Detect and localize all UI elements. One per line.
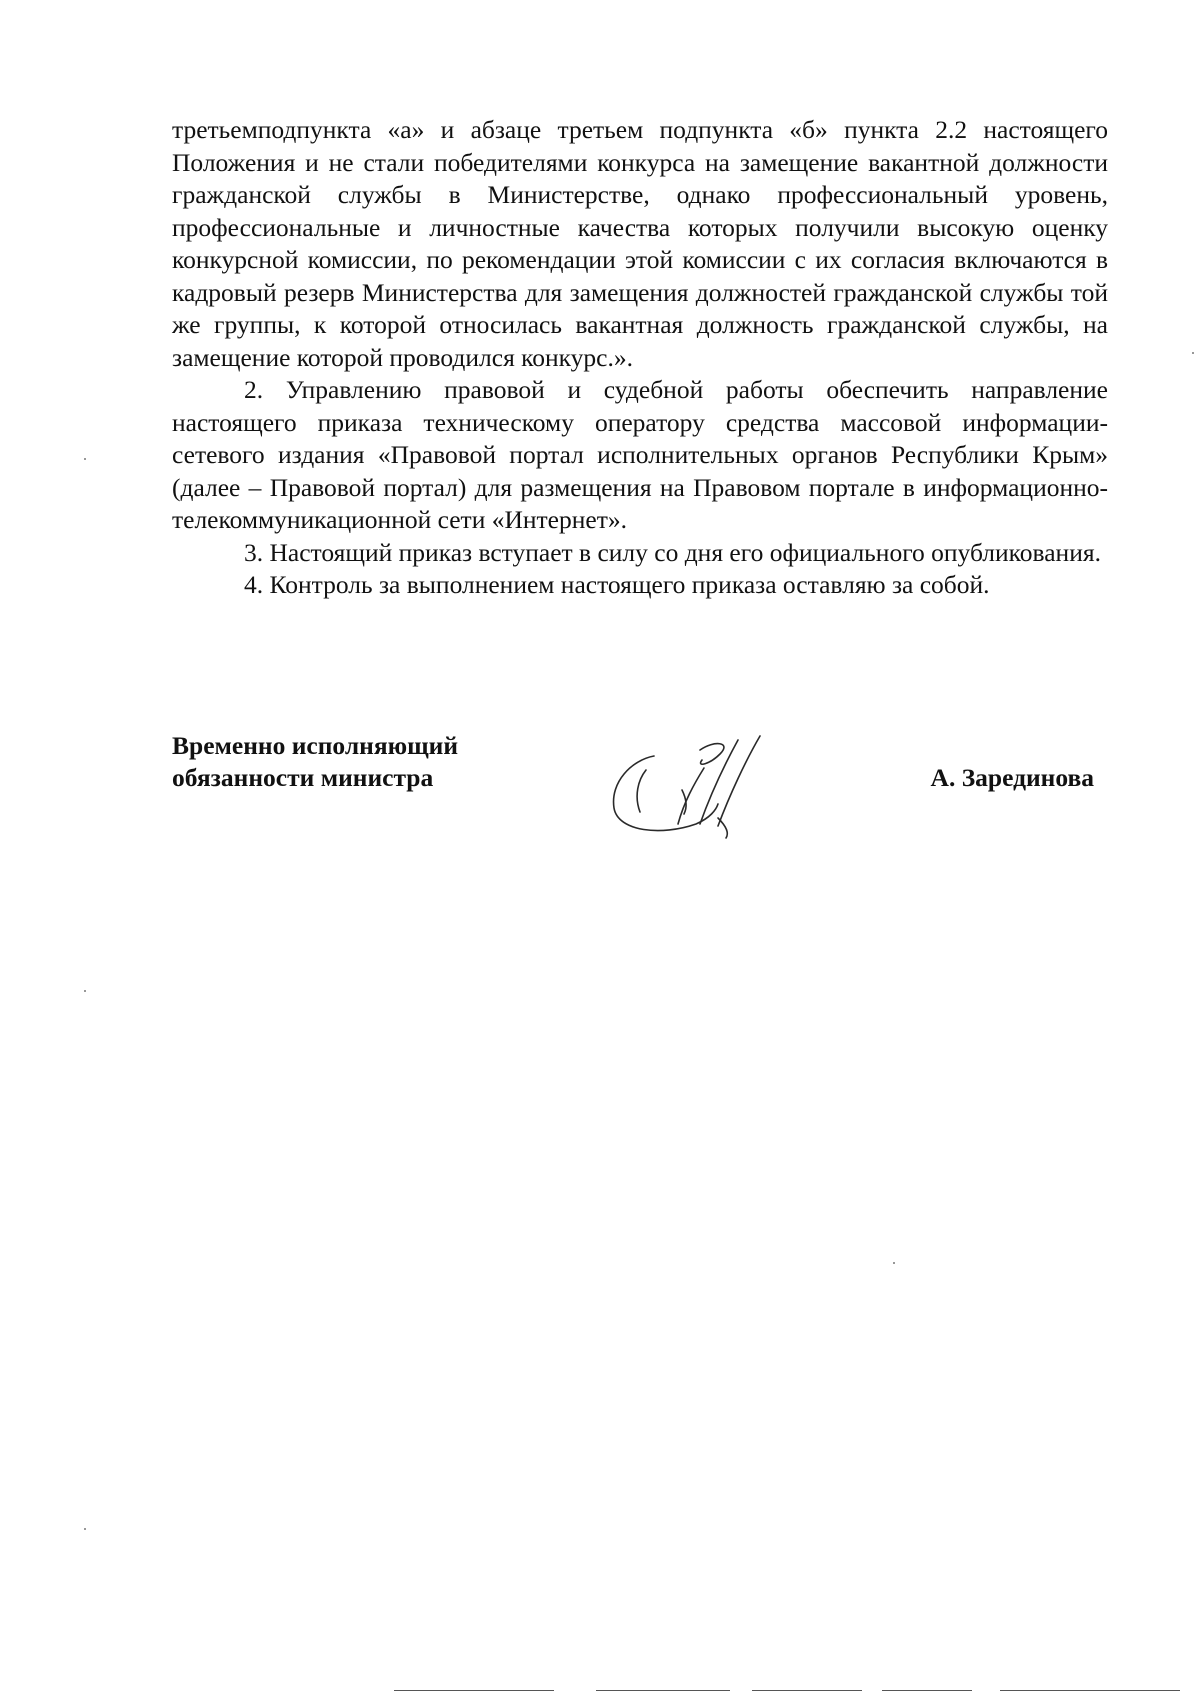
paragraph-item-3: 3. Настоящий приказ вступает в силу со дня его официального опубликования. xyxy=(244,537,1101,567)
scan-edge-line xyxy=(596,1690,730,1691)
paragraph-item-2: 2. Управлению правовой и судебной работы обеспечить направление настоящего приказа техническому оператору средства массовой информации-сетевого издания «Правовой портал исполнительных органов Республики Крым» (далее – Правовой портал) для размещения на Правовом портале в информационно-телекоммуникационной сети «Интернет». xyxy=(172,375,1108,534)
scan-speck xyxy=(893,1262,895,1264)
scan-speck xyxy=(84,458,86,460)
handwritten-signature xyxy=(592,720,792,840)
signatory-position xyxy=(172,730,458,794)
scan-speck xyxy=(84,990,86,992)
scan-speck xyxy=(1192,352,1194,354)
signatory-position-line-2: обязанности министра xyxy=(172,763,434,792)
signature-block xyxy=(172,730,1108,850)
signatory-position-line-1: Временно исполняющий xyxy=(172,731,459,760)
scan-speck xyxy=(84,1528,86,1530)
scan-edge-line xyxy=(1000,1690,1180,1691)
paragraph-continuation: третьемподпункта «а» и абзаце третьем подпункта «б» пункта 2.2 настоящего Положения и не стали победителями конкурса на замещение вакантной должности гражданской службы в Министерстве, однако профессиональный уровень, профессиональные и личностные качества которых получили высокую оценку конкурсной комиссии, по рекомендации этой комиссии с их согласия включаются в кадровый резерв Министерства для замещения должностей гражданской службы той же группы, к которой относилась вакантная должность гражданской службы, на замещение которой проводился конкурс.». xyxy=(172,115,1108,372)
signatory-name: А. Зарединова xyxy=(930,763,1094,792)
scan-edge-line xyxy=(394,1690,554,1691)
paragraph-item-4: 4. Контроль за выполнением настоящего приказа оставляю за собой. xyxy=(244,570,990,599)
scan-edge-line xyxy=(882,1690,972,1691)
scan-edge-line xyxy=(752,1690,862,1691)
document-body xyxy=(172,114,1108,602)
